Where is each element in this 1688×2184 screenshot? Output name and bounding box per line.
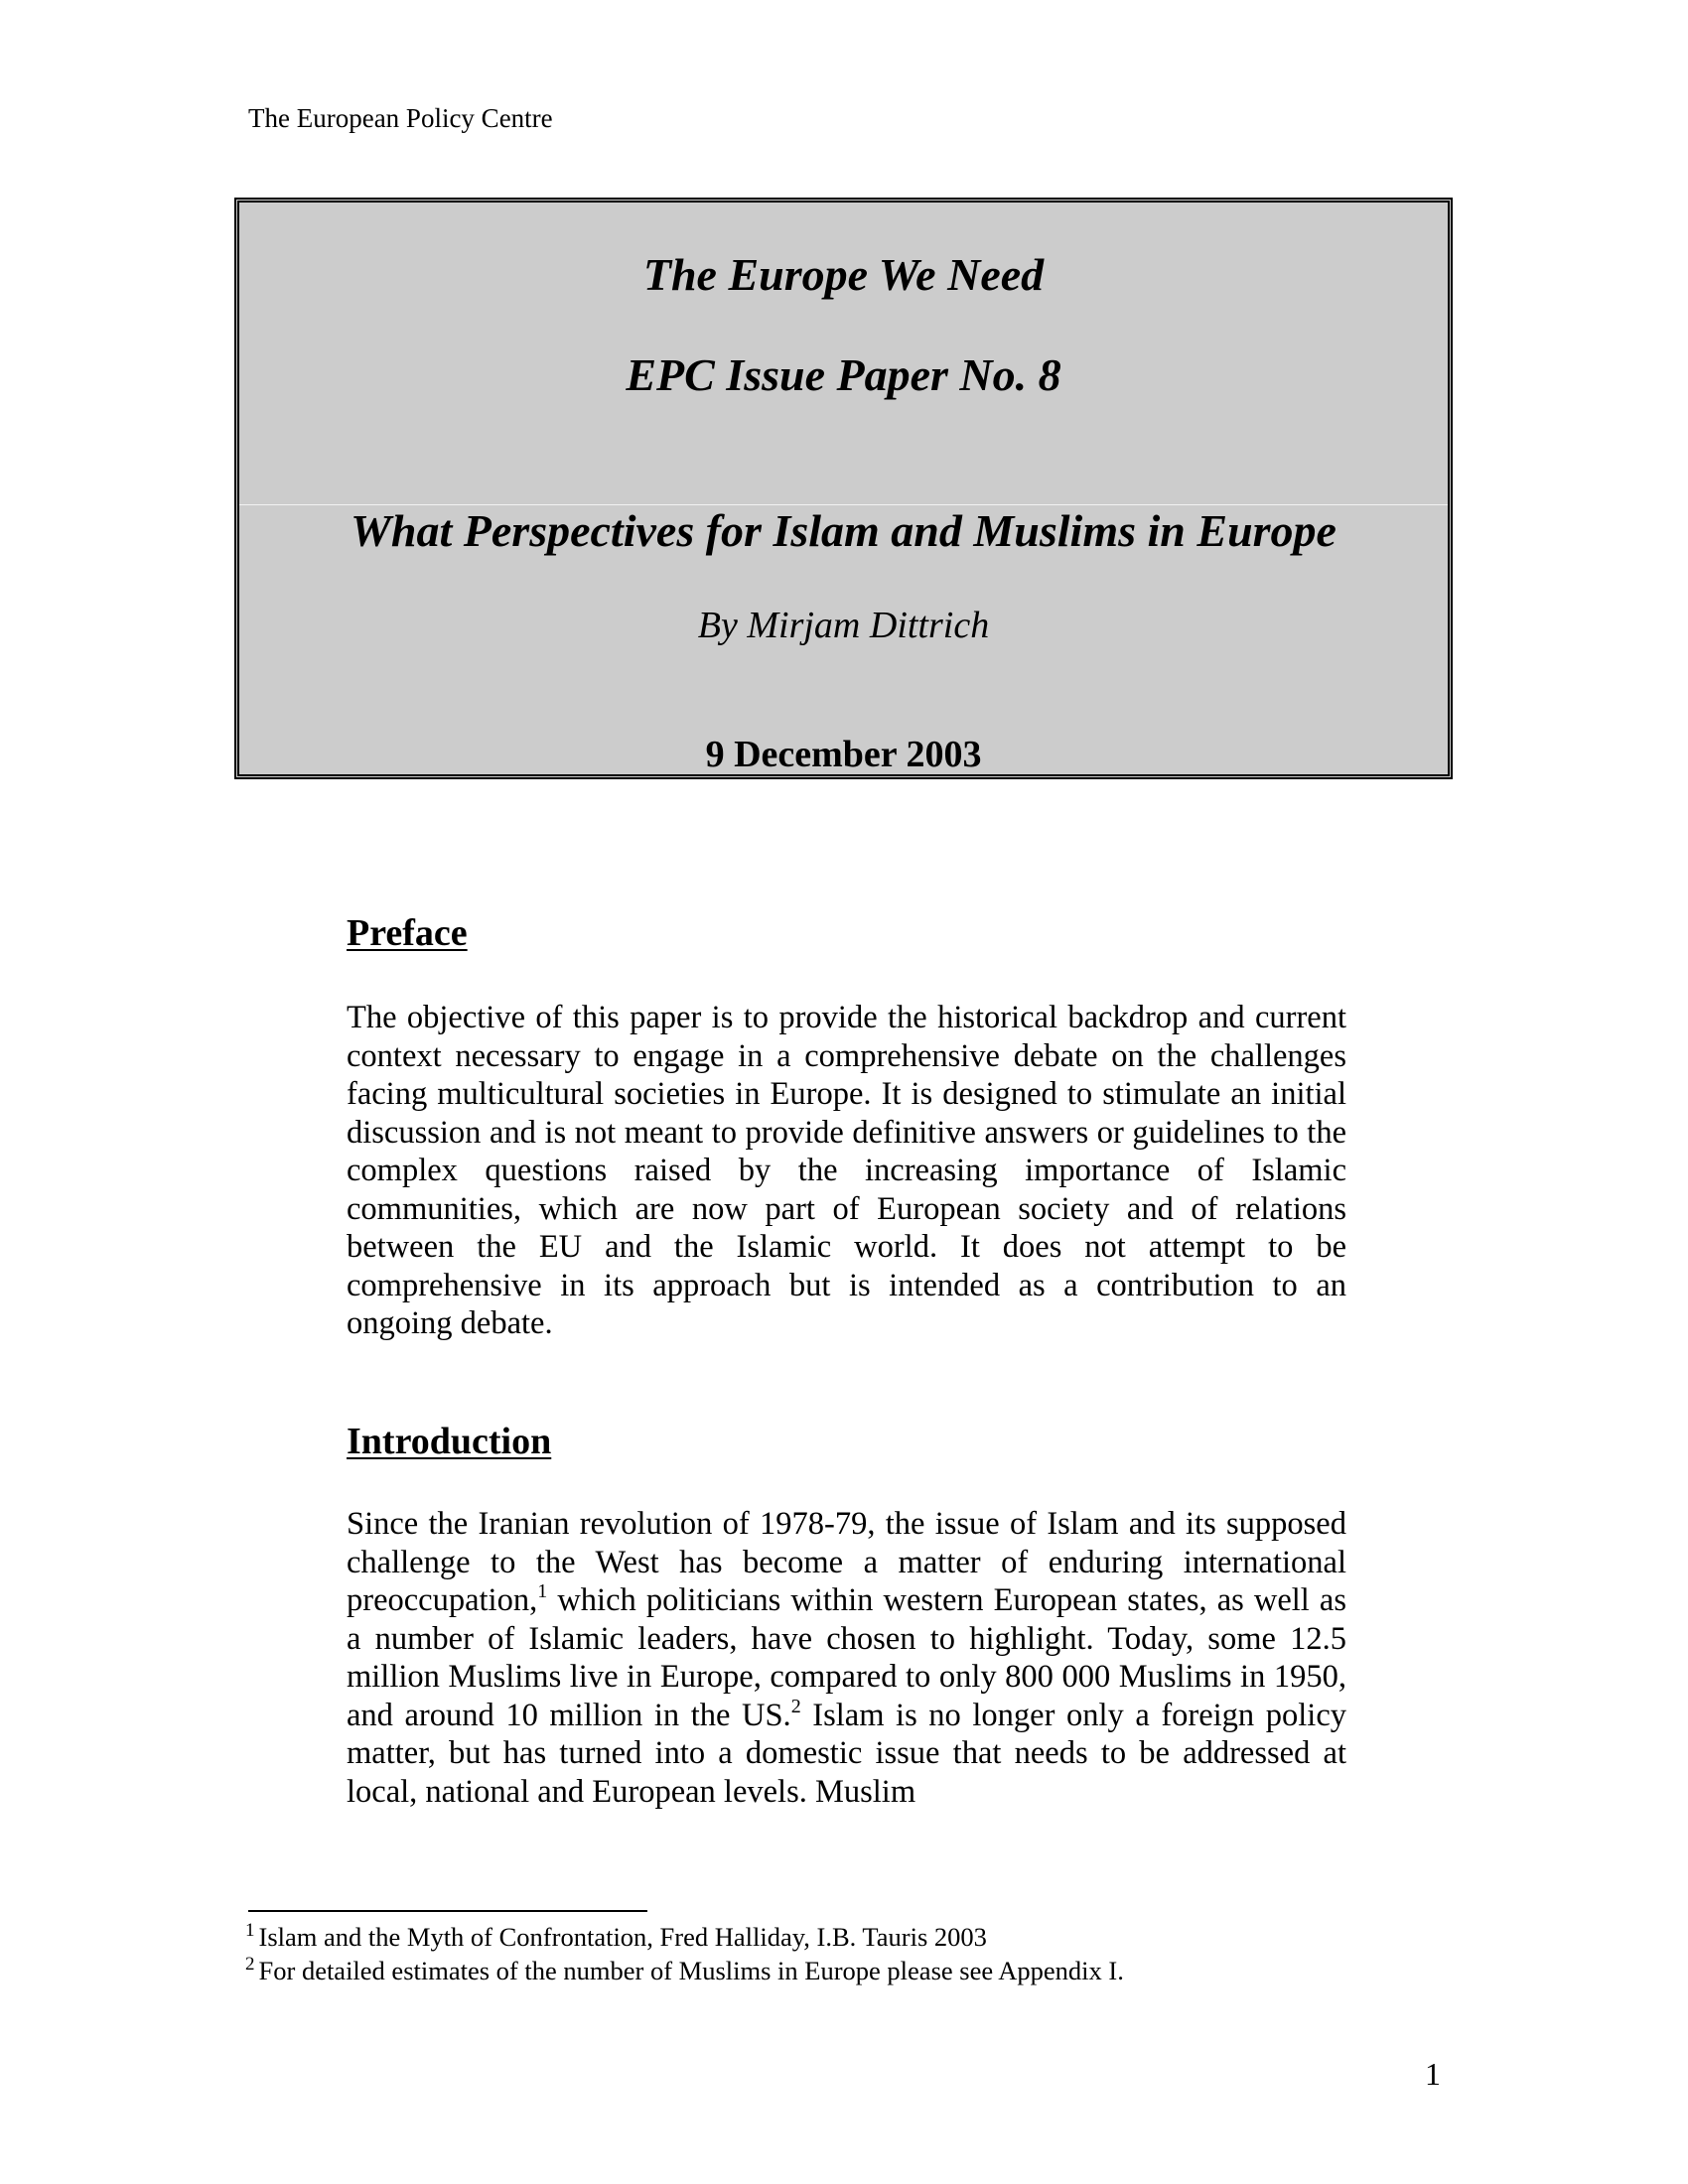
footnote-text: Islam and the Myth of Confrontation, Fred Halliday, I.B. Tauris 2003	[258, 1922, 987, 1952]
paper-number: EPC Issue Paper No. 8	[626, 349, 1061, 400]
title-box	[234, 198, 1453, 779]
footnote-number: 1	[245, 1920, 255, 1941]
footnote-text: For detailed estimates of the number of Muslims in Europe please see Appendix I.	[258, 1956, 1124, 1985]
footnote-2	[245, 1956, 1124, 1986]
paper-title: What Perspectives for Islam and Muslims in Europe	[351, 505, 1336, 556]
introduction-text-part-1: Since the Iranian revolution of 1978-79, the issue of Islam and its supposed challenge to the West has become a matter of enduring international preoccupation,	[347, 1506, 1346, 1618]
footnote-number: 2	[245, 1954, 255, 1975]
running-header: The European Policy Centre	[248, 103, 553, 133]
footnote-reference-1[interactable]: 1	[537, 1580, 548, 1602]
series-title: The Europe We Need	[642, 249, 1045, 300]
introduction-heading: Introduction	[347, 1421, 552, 1462]
author-byline: By Mirjam Dittrich	[697, 605, 990, 646]
footnote-separator	[248, 1910, 647, 1912]
footnote-1	[245, 1922, 987, 1953]
footnote-reference-2[interactable]: 2	[790, 1695, 801, 1717]
preface-paragraph: The objective of this paper is to provide the historical backdrop and current context necessary to engage in a comprehensive debate on the challenges facing multicultural societies in Europe. It is designed to stimulate an initial discussion and is not meant to provide definitive answers or guidelines to the complex questions raised by the increasing importance of Islamic communities, which are now part of European society and of relations between the EU and the Islamic world. It does not attempt to be comprehensive in its approach but is intended as a contribution to an ongoing debate.	[347, 1000, 1346, 1341]
page-number: 1	[1425, 2056, 1441, 2092]
preface-heading: Preface	[347, 912, 468, 954]
introduction-text-part-2: which politicians within western European states, as well as a number of Islamic leaders, have chosen to highlight. Today, some 12.5 million Muslims live in Europe, compared to only 800 000 Muslims in 1950, and around 10 million in the US.	[347, 1582, 1346, 1733]
introduction-text-part-3: Islam is no longer only a foreign policy matter, but has turned into a domestic issue that needs to be addressed at local, national and European levels. Muslim	[347, 1697, 1346, 1810]
publication-date: 9 December 2003	[705, 734, 982, 775]
introduction-paragraph	[347, 1505, 1346, 1811]
